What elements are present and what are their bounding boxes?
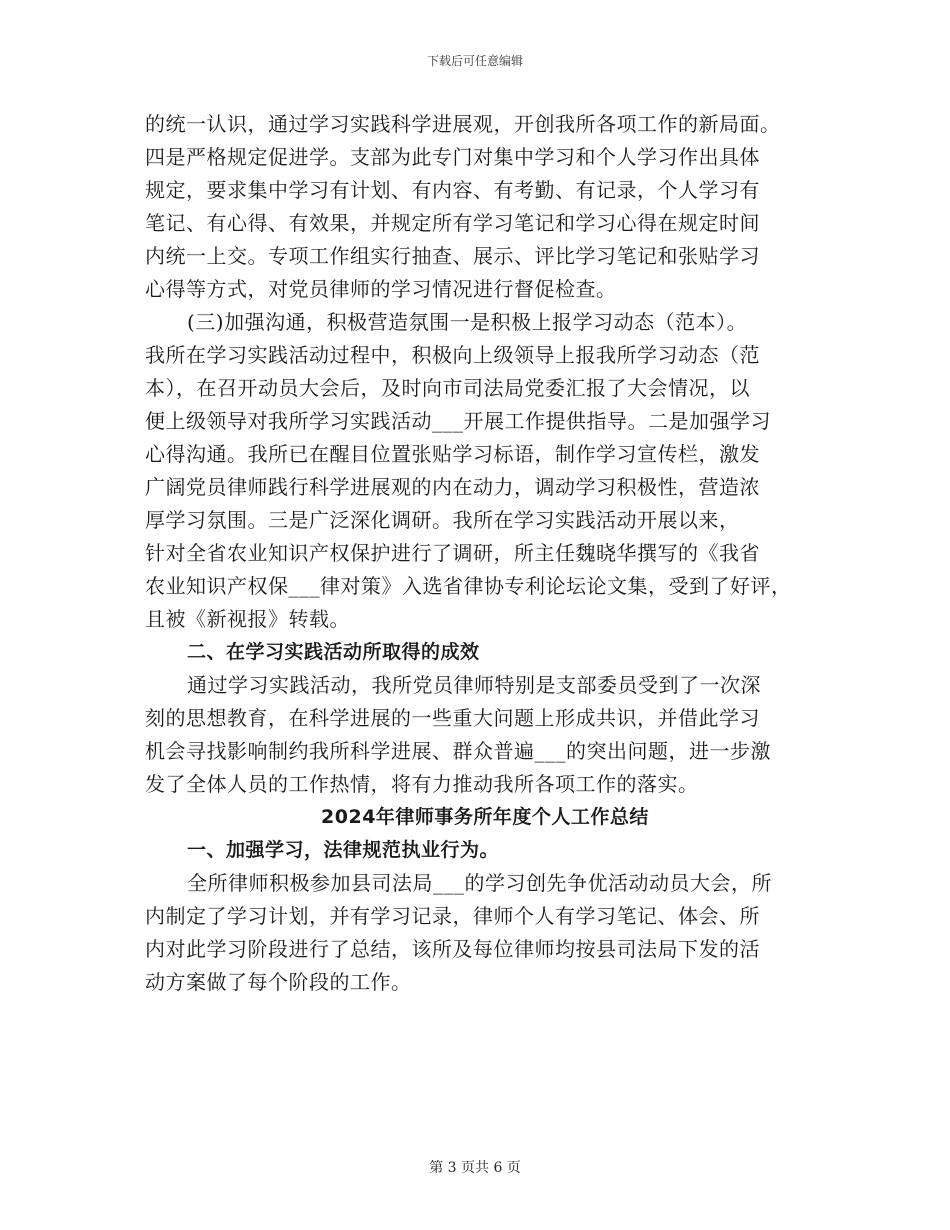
document-body <box>145 108 825 999</box>
text-line: 本），在召开动员大会后，及时向市司法局党委汇报了大会情况，以 <box>145 376 750 400</box>
text-line: 机会寻找影响制约我所科学进展、群众普遍___的突出问题，进一步激 <box>145 739 771 763</box>
text-line: 心得等方式，对党员律师的学习情况进行督促检查。 <box>145 277 617 301</box>
text-line: 且被《新视报》转载。 <box>145 607 350 631</box>
paragraph <box>145 867 825 999</box>
text-line: 厚学习氛围。三是广泛深化调研。我所在学习实践活动开展以来， <box>145 508 740 532</box>
text-line: 的统一认识，通过学习实践科学进展观，开创我所各项工作的新局面。 <box>145 112 781 136</box>
text-line: 心得沟通。我所已在醒目位置张贴学习标语，制作学习宣传栏，激发 <box>145 442 760 466</box>
text-line: 我所在学习实践活动过程中，积极向上级领导上报我所学习动态（范 <box>145 343 760 367</box>
text-line: 内制定了学习计划，并有学习记录，律师个人有学习笔记、体会、所 <box>145 904 760 928</box>
text-line: 发了全体人员的工作热情，将有力推动我所各项工作的落实。 <box>145 772 699 796</box>
text-line: 全所律师积极参加县司法局___的学习创先争优活动动员大会，所 <box>187 871 772 895</box>
page-footer: 第 3 页共 6 页 <box>429 1160 521 1176</box>
text-line: 通过学习实践活动，我所党员律师特别是支部委员受到了一次深 <box>187 673 761 697</box>
page-header: 下载后可任意编辑 <box>426 54 523 68</box>
paragraph <box>145 669 825 801</box>
paragraph <box>145 108 825 306</box>
text-line: 便上级领导对我所学习实践活动___开展工作提供指导。二是加强学习 <box>145 409 771 433</box>
text-line: 动方案做了每个阶段的工作。 <box>145 970 412 994</box>
text-line: 内对此学习阶段进行了总结，该所及每位律师均按县司法局下发的活 <box>145 937 760 961</box>
text-line: 一、加强学习，法律规范执业行为。 <box>187 839 500 861</box>
text-line: 针对全省农业知识产权保护进行了调研，所主任魏晓华撰写的《我省 <box>145 541 760 565</box>
text-line: 2024年律师事务所年度个人工作总结 <box>321 806 649 828</box>
text-line: 广阔党员律师践行科学进展观的内在动力，调动学习积极性，营造浓 <box>145 475 760 499</box>
text-line: 二、在学习实践活动所取得的成效 <box>187 641 480 663</box>
text-line: 规定，要求集中学习有计划、有内容、有考勤、有记录，个人学习有 <box>145 178 760 202</box>
text-line: 农业知识产权保___律对策》入选省律协专利论坛论文集，受到了好评， <box>145 574 792 598</box>
paragraph <box>145 306 825 636</box>
text-line: 四是严格规定促进学。支部为此专门对集中学习和个人学习作出具体 <box>145 145 760 169</box>
text-line: 刻的思想教育，在科学进展的一些重大问题上形成共识，并借此学习 <box>145 706 760 730</box>
text-line: (三)加强沟通，积极营造氛围一是积极上报学习动态（范本）。 <box>187 310 748 334</box>
section-heading <box>145 636 825 669</box>
text-line: 笔记、有心得、有效果，并规定所有学习笔记和学习心得在规定时间 <box>145 211 760 235</box>
section-heading <box>145 834 825 867</box>
document-title <box>145 801 825 834</box>
text-line: 内统一上交。专项工作组实行抽查、展示、评比学习笔记和张贴学习 <box>145 244 760 268</box>
